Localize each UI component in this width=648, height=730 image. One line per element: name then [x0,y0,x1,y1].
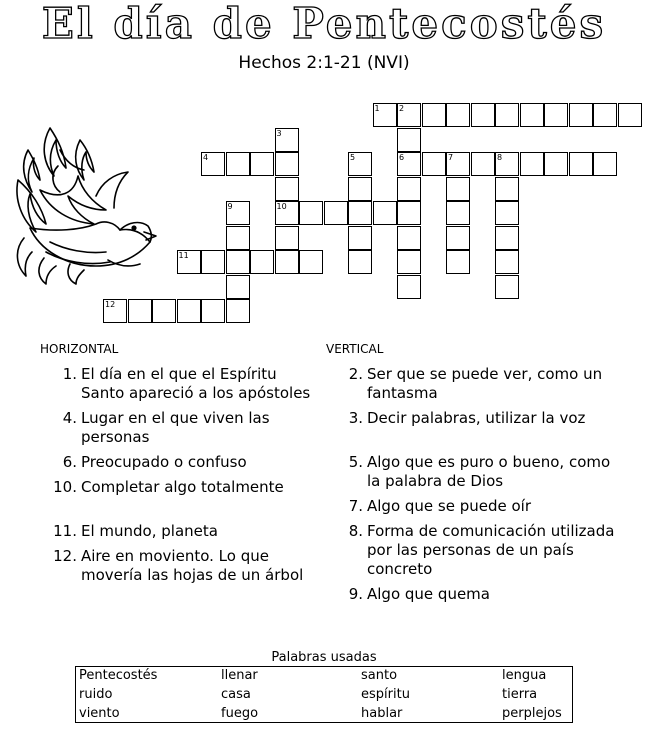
crossword-cell[interactable] [348,177,372,201]
crossword-cell[interactable] [544,103,568,127]
clue-item: 11. El mundo, planeta [53,522,218,540]
crossword-cell[interactable] [471,152,495,176]
crossword-cell[interactable] [397,201,421,225]
crossword-cell[interactable] [373,201,397,225]
word-bank-word: lengua [502,668,547,683]
crossword-cell[interactable] [471,103,495,127]
horizontal-clues [40,340,322,591]
crossword-cell[interactable] [422,152,446,176]
crossword-cell[interactable] [397,152,421,176]
crossword-cell[interactable] [348,152,372,176]
crossword-cell[interactable] [103,299,127,323]
word-bank-word: ruido [79,687,113,702]
word-bank-word: fuego [221,706,259,721]
crossword-cell[interactable] [446,201,470,225]
crossword-cell[interactable] [569,152,593,176]
crossword-cell[interactable] [348,250,372,274]
crossword-cell[interactable] [397,250,421,274]
clue-item: 10. Completar algo totalmente [53,478,284,496]
crossword-cell[interactable] [397,177,421,201]
clue-item: 12. Aire en moviento. Lo que movería las hojas de un árbol [53,547,304,584]
crossword-cell[interactable] [275,226,299,250]
crossword-cell[interactable] [250,250,274,274]
crossword-cell[interactable] [495,250,519,274]
clue-number: 11 [178,251,189,260]
crossword-cell[interactable] [348,201,372,225]
clue-item: 3. Decir palabras, utilizar la voz [348,409,586,427]
word-bank [75,666,573,723]
clue-number: 10 [276,202,287,211]
crossword-cell[interactable] [275,250,299,274]
crossword-cell[interactable] [446,226,470,250]
word-bank-word: hablar [361,706,403,721]
crossword-cell[interactable] [618,103,642,127]
clue-item: 8. Forma de comunicación utilizada por las personas de un país concreto [348,522,615,578]
clue-number: 12 [105,300,116,309]
clue-number: 5 [350,153,356,162]
clue-item: 2. Ser que se puede ver, como un fantasma [348,365,603,402]
crossword-cell[interactable] [397,275,421,299]
crossword-cell[interactable] [397,128,421,152]
horizontal-heading: HORIZONTAL [40,342,119,356]
clue-number: 7 [448,153,454,162]
crossword-cell[interactable] [177,250,201,274]
crossword-cell[interactable] [544,152,568,176]
crossword-cell[interactable] [299,201,323,225]
crossword-cell[interactable] [593,103,617,127]
word-bank-word: perplejos [502,706,562,721]
word-bank-word: casa [221,687,251,702]
clue-number: 9 [227,202,233,211]
crossword-cell[interactable] [348,226,372,250]
crossword-cell[interactable] [226,226,250,250]
crossword-cell[interactable] [495,177,519,201]
clue-number: 8 [497,153,503,162]
crossword-cell[interactable] [593,152,617,176]
dove-flame-icon [10,110,170,285]
page-title: El día de Pentecostés [41,0,607,48]
crossword-cell[interactable] [275,201,299,225]
crossword-cell[interactable] [520,152,544,176]
crossword-cell[interactable] [397,103,421,127]
crossword-cell[interactable] [201,299,225,323]
crossword-cell[interactable] [226,201,250,225]
crossword-cell[interactable] [446,103,470,127]
clue-item: 1. El día en el que el Espíritu Santo apareció a los apóstoles [62,365,311,402]
vertical-clues [326,340,616,610]
clue-number: 3 [276,128,282,138]
clue-item: 5. Algo que es puro o bueno, como la palabra de Dios [348,453,611,490]
crossword-cell[interactable] [299,250,323,274]
crossword-cell[interactable] [128,299,152,323]
clue-item: 4. Lugar en el que viven las personas [62,409,270,446]
crossword-cell[interactable] [495,152,519,176]
crossword-cell[interactable] [324,201,348,225]
clue-item: 6. Preocupado o confuso [62,453,247,471]
crossword-cell[interactable] [226,275,250,299]
crossword-cell[interactable] [446,152,470,176]
crossword-cell[interactable] [495,275,519,299]
crossword-cell[interactable] [397,226,421,250]
crossword-cell[interactable] [177,299,201,323]
word-bank-word: tierra [502,687,538,702]
crossword-cell[interactable] [520,103,544,127]
crossword-cell[interactable] [569,103,593,127]
crossword-cell[interactable] [275,177,299,201]
crossword-cell[interactable] [201,250,225,274]
crossword-cell[interactable] [495,201,519,225]
clue-number: 1 [374,104,380,113]
clue-number: 2 [399,104,405,113]
crossword-cell[interactable] [152,299,176,323]
crossword-cell[interactable] [226,152,250,176]
crossword-cell[interactable] [422,103,446,127]
word-bank-word: llenar [221,668,258,683]
crossword-cell[interactable] [275,152,299,176]
scripture-reference: Hechos 2:1-21 (NVI) [238,53,410,73]
clue-item: 9. Algo que quema [348,585,490,603]
crossword-cell[interactable] [250,152,274,176]
crossword-cell[interactable] [226,250,250,274]
word-bank-word: espíritu [361,687,410,702]
crossword-cell[interactable] [226,299,250,323]
crossword-cell[interactable] [373,103,397,127]
crossword-cell[interactable] [446,250,470,274]
word-bank-title: Palabras usadas [271,650,377,665]
vertical-heading: VERTICAL [326,342,384,356]
crossword-cell[interactable] [446,177,470,201]
crossword-cell[interactable] [495,226,519,250]
crossword-cell[interactable] [275,128,299,152]
word-bank-word: santo [361,668,398,683]
crossword-cell[interactable] [495,103,519,127]
crossword-cell[interactable] [201,152,225,176]
clue-number: 6 [399,153,405,162]
clue-number: 4 [203,153,209,162]
word-bank-word: viento [79,706,120,721]
word-bank-word: Pentecostés [79,668,158,683]
clue-item: 7. Algo que se puede oír [348,497,532,515]
